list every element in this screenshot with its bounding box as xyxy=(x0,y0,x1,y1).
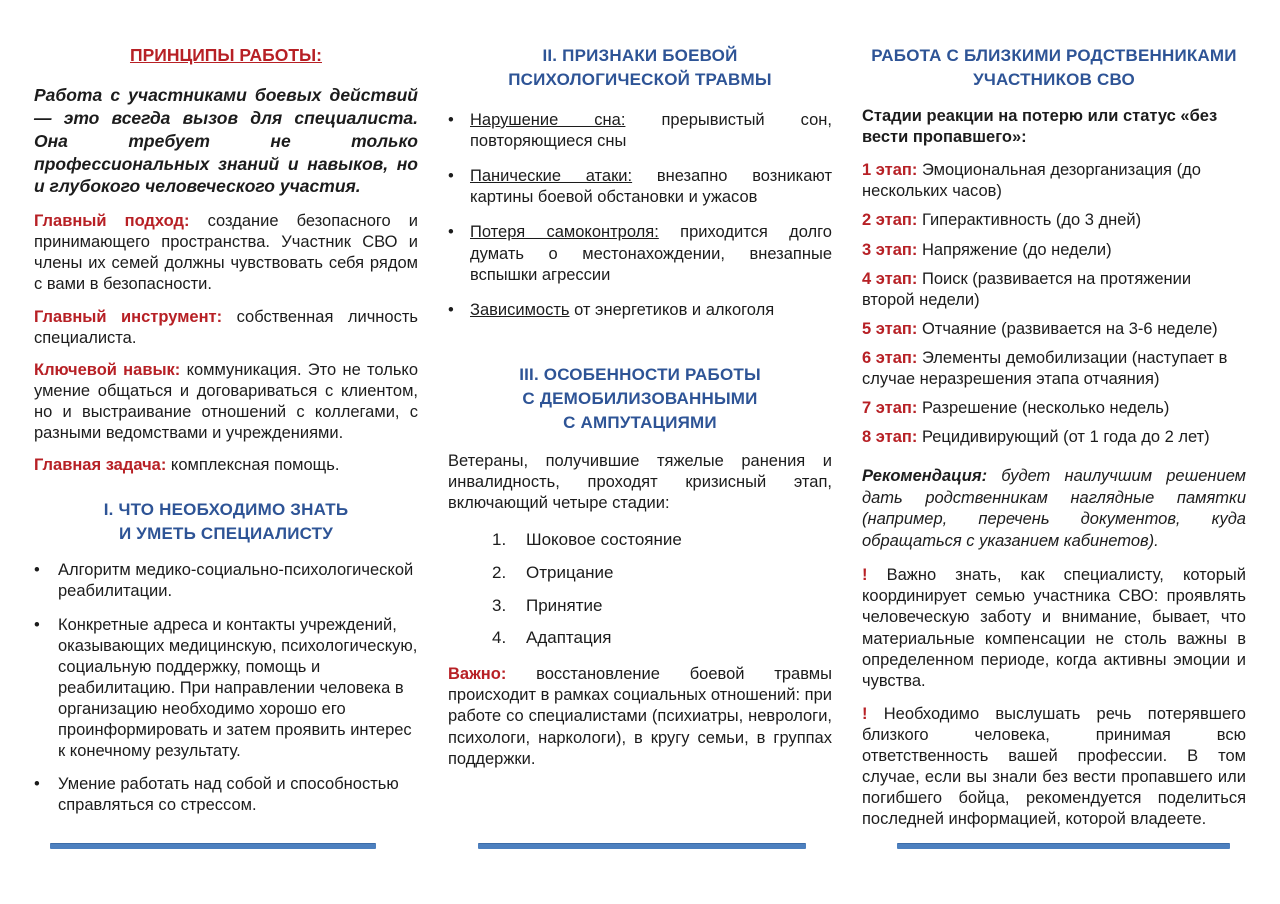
stage-2 xyxy=(862,210,1246,231)
sign-lead: Зависимость xyxy=(470,300,570,319)
stage-7 xyxy=(862,398,1246,419)
divider-line xyxy=(50,843,376,849)
point-key-skill xyxy=(34,360,418,444)
list-item-panic xyxy=(448,166,832,208)
exclamation-mark: ! xyxy=(862,704,868,723)
sign-lead: Потеря самоконтроля: xyxy=(470,223,659,242)
sign-rest: прерывистый сон, повторяющиеся сны xyxy=(470,111,832,151)
list-item-text: Алгоритм медико-социально-психологической реабилитации. xyxy=(58,561,414,601)
list-item-text: Умение работать над собой и способностью справляться со стрессом. xyxy=(58,775,399,815)
bullet-dot xyxy=(34,615,58,763)
numbered-item xyxy=(448,627,832,649)
column-trauma-signs xyxy=(448,44,832,904)
point-label: Главный инструмент: xyxy=(34,307,223,326)
column-principles xyxy=(34,44,418,904)
stage-label: 1 этап: xyxy=(862,161,918,180)
section3-heading-line1: III. ОСОБЕННОСТИ РАБОТЫ xyxy=(519,364,761,384)
recommendation-paragraph xyxy=(862,466,1246,552)
relatives-heading-line1: РАБОТА С БЛИЗКИМИ РОДСТВЕННИКАМИ xyxy=(871,46,1237,65)
stage-6 xyxy=(862,348,1246,390)
list-item xyxy=(34,774,418,816)
bullet-dot xyxy=(448,110,470,152)
section1-heading-line2: И УМЕТЬ СПЕЦИАЛИСТУ xyxy=(118,524,334,544)
note-listening xyxy=(862,704,1246,831)
section2-heading-line2: ПСИХОЛОГИЧЕСКОЙ ТРАВМЫ xyxy=(508,70,772,89)
point-text: собственная личность специалиста. xyxy=(34,307,418,347)
list-item-text: Конкретные адреса и контакты учреждений, оказывающих медицинскую, психологическую, социальную поддержку, помощь и реабилитацию. При направлении человека в организацию необходимо хорошо его проинформировать и затем проявить интерес к конечному результату. xyxy=(58,615,418,761)
numbered-item xyxy=(448,595,832,617)
note-coordination xyxy=(862,565,1246,692)
stage-text: Отчаяние (развивается на 3-6 неделе) xyxy=(917,319,1218,338)
item-text: Отрицание xyxy=(526,562,614,582)
bullet-dot xyxy=(34,560,58,602)
stages-subheading: Стадии реакции на потерю или статус «без вести пропавшего»: xyxy=(862,107,1218,147)
list-item-text xyxy=(470,110,832,152)
stage-text: Поиск (развивается на протяжении второй недели) xyxy=(862,269,1192,309)
list-item-text xyxy=(470,300,832,321)
stage-label: 4 этап: xyxy=(862,269,918,288)
stage-text: Эмоциональная дезорганизация (до нескольких часов) xyxy=(862,161,1201,201)
list-item xyxy=(34,615,418,763)
sign-rest: приходится долго думать о местонахождении, внезапные вспышки агрессии xyxy=(470,223,832,284)
stage-5 xyxy=(862,319,1246,340)
point-text: коммуникация. Это не только умение общаться и договариваться с клиентом, но и выстраивание отношений с коллегами, с разными ведомствами и учреждениями. xyxy=(34,360,418,443)
bullet-dot xyxy=(448,166,470,208)
stage-label: 5 этап: xyxy=(862,319,918,338)
sign-rest: внезапно возникают картины боевой обстановки и ужасов xyxy=(470,167,832,207)
point-label: Главная задача: xyxy=(34,456,167,475)
important-paragraph xyxy=(448,664,832,770)
bullet-dot xyxy=(34,774,58,816)
point-label: Ключевой навык: xyxy=(34,360,181,379)
item-number: 2. xyxy=(492,562,507,582)
stage-label: 3 этап: xyxy=(862,240,918,259)
relatives-heading xyxy=(862,44,1246,92)
divider-line xyxy=(897,843,1230,849)
recommendation-text: будет наилучшим решением дать родственникам наглядные памятки (например, перечень документов, куда обращаться с указанием кабинетов). xyxy=(862,467,1246,550)
point-text: комплексная помощь. xyxy=(166,456,340,475)
section2-heading-line1: II. ПРИЗНАКИ БОЕВОЙ xyxy=(542,46,738,65)
relatives-heading-line2: УЧАСТНИКОВ СВО xyxy=(973,70,1135,89)
point-main-approach xyxy=(34,211,418,295)
item-number: 3. xyxy=(492,595,507,615)
list-item-text xyxy=(470,166,832,208)
intro-paragraph: Работа с участниками боевых действий — это всегда вызов для специалиста. Она требует не только профессиональных знаний и навыков, но и глубокого человеческого участия. xyxy=(34,85,418,197)
section1-heading-line1: I. ЧТО НЕОБХОДИМО ЗНАТЬ xyxy=(103,500,349,520)
list-item-text xyxy=(470,222,832,285)
stage-text: Элементы демобилизации (наступает в случае неразрешения этапа отчаяния) xyxy=(862,348,1228,389)
section3-heading-line3: С АМПУТАЦИЯМИ xyxy=(563,412,717,432)
exclamation-mark: ! xyxy=(862,566,868,585)
column-relatives xyxy=(862,44,1246,904)
list-item xyxy=(34,560,418,602)
numbered-item xyxy=(448,562,832,584)
note-text: Важно знать, как специалисту, который координирует семью участника СВО: проявлять человеческую заботу и внимание, бывает, что материальные компенсации не столь важны в определенном периоде, когда активны эмоции и чувства. xyxy=(862,566,1246,690)
point-text: создание безопасного и принимающего пространства. Участник СВО и члены их семей должны чувствовать себя рядом с вами в безопасности. xyxy=(34,212,419,294)
item-number: 4. xyxy=(492,628,507,648)
item-text: Шоковое состояние xyxy=(526,530,682,550)
stage-1 xyxy=(862,160,1246,202)
list-item-self-control xyxy=(448,222,832,285)
point-main-instrument xyxy=(34,307,418,349)
stage-3 xyxy=(862,240,1246,261)
stage-text: Разрешение (несколько недель) xyxy=(917,399,1170,418)
veterans-paragraph: Ветераны, получившие тяжелые ранения и инвалидность, проходят кризисный этап, включающий четыре стадии: xyxy=(448,451,832,513)
important-text: восстановление боевой травмы происходит в рамках социальных отношений: при работе со специалистами (психиатры, неврологи, психологи, наркологи), в кругу семьи, в группах поддержки. xyxy=(448,665,832,768)
principles-title: ПРИНЦИПЫ РАБОТЫ: xyxy=(129,45,322,65)
section1-heading xyxy=(34,498,418,546)
divider-line xyxy=(478,843,806,849)
stage-8 xyxy=(862,427,1246,448)
item-number: 1. xyxy=(492,530,507,550)
note-text: Необходимо выслушать речь потерявшего близкого человека, принимая всю ответственность вашей профессии. В том случае, если вы знали без вести пропавшего или погибшего бойца, рекомендуется поделиться последней информацией, которой владеете. xyxy=(862,704,1246,829)
bullet-dot xyxy=(448,300,470,321)
stage-label: 2 этап: xyxy=(862,211,918,230)
point-label: Главный подход: xyxy=(34,212,190,231)
sign-rest: от энергетиков и алкоголя xyxy=(569,300,775,319)
stage-label: 8 этап: xyxy=(862,428,918,447)
stage-label: 7 этап: xyxy=(862,399,918,418)
stage-text: Напряжение (до недели) xyxy=(917,240,1112,259)
numbered-item xyxy=(448,529,832,551)
stage-text: Гиперактивность (до 3 дней) xyxy=(917,211,1142,230)
stage-label: 6 этап: xyxy=(862,348,918,367)
stage-text: Рецидивирующий (от 1 года до 2 лет) xyxy=(917,428,1210,447)
sign-lead: Нарушение сна: xyxy=(470,111,626,129)
important-label: Важно: xyxy=(448,665,507,684)
list-item-sleep xyxy=(448,110,832,152)
bullet-dot xyxy=(448,222,470,285)
list-item-dependency xyxy=(448,300,832,321)
section2-heading xyxy=(448,44,832,92)
stage-4 xyxy=(862,269,1246,311)
recommendation-label: Рекомендация: xyxy=(862,467,988,486)
section3-heading-line2: С ДЕМОБИЛИЗОВАННЫМИ xyxy=(522,388,758,408)
item-text: Адаптация xyxy=(526,628,612,648)
sign-lead: Панические атаки: xyxy=(470,167,633,186)
point-main-task xyxy=(34,455,418,476)
section3-heading xyxy=(448,363,832,435)
item-text: Принятие xyxy=(526,595,603,615)
